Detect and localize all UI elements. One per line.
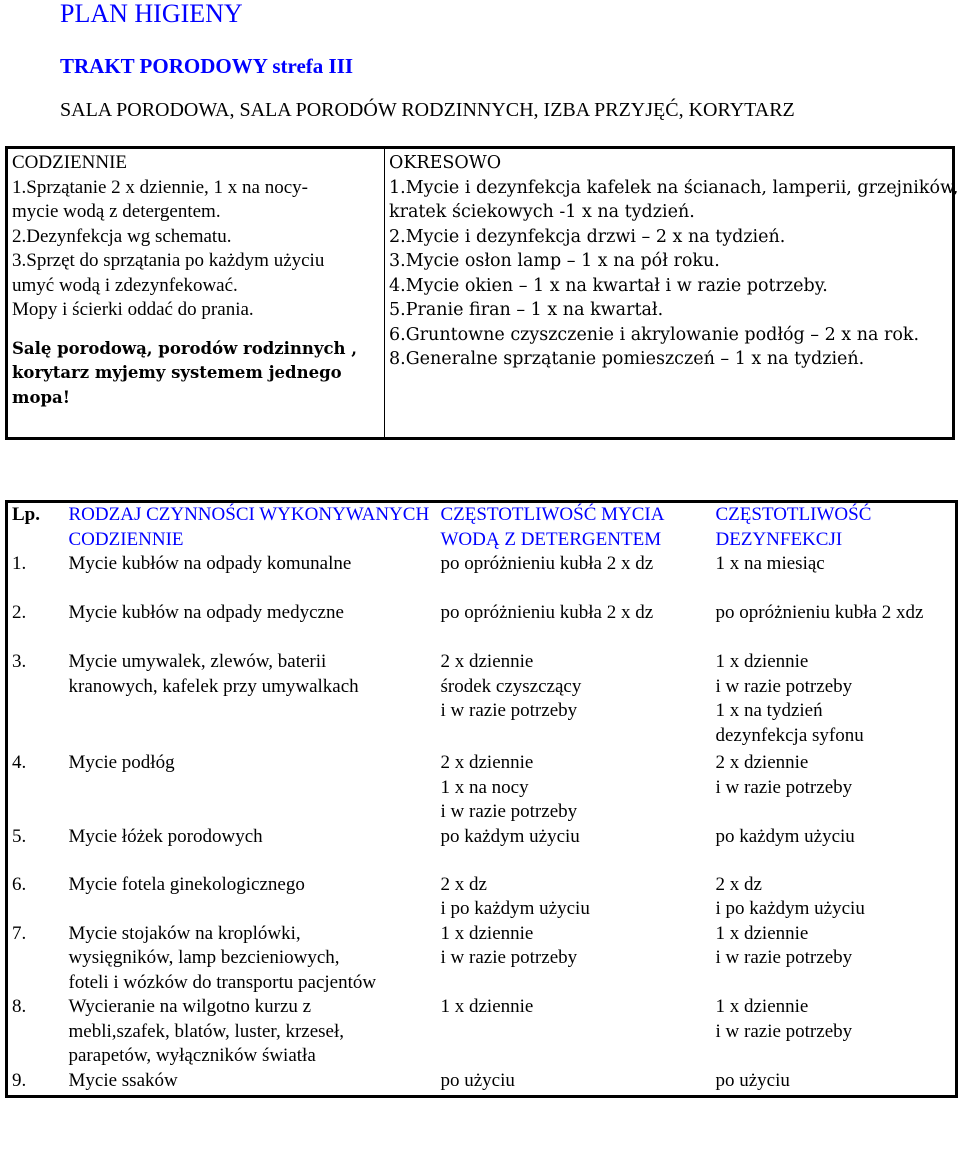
cell-text: środek czyszczący xyxy=(440,675,582,697)
cell-text: 2 x dziennie xyxy=(715,752,809,773)
disinfection-cell xyxy=(712,825,957,873)
table-row xyxy=(7,552,957,601)
periodic-line: 3.Mycie osłon lamp – 1 x na pół roku. xyxy=(389,251,720,271)
cell-text: 8. xyxy=(12,996,27,1017)
table-row xyxy=(7,825,957,873)
cell-text: i w razie potrzeby xyxy=(440,700,578,721)
cell-text: 1 x dziennie xyxy=(440,996,534,1017)
activity-cell xyxy=(65,873,437,922)
periodic-line: 2.Mycie i dezynfekcja drzwi – 2 x na tydzień. xyxy=(389,226,786,247)
activity-cell xyxy=(65,995,437,1069)
cell-text: Wycieranie na wilgotno kurzu z xyxy=(68,996,312,1017)
cell-text: Mycie stojaków na kroplówki, xyxy=(68,922,301,944)
cell-text: 2 x dziennie xyxy=(440,752,534,773)
cell-text: Mycie łóżek porodowych xyxy=(68,825,263,847)
cell-text: i w razie potrzeby xyxy=(440,947,578,968)
lp-cell xyxy=(7,873,65,922)
disinfection-cell xyxy=(712,601,957,650)
cell-text: parapetów, wyłączników światła xyxy=(68,1045,316,1066)
cell-text: foteli i wózków do transportu pacjentów xyxy=(68,971,377,993)
cell-text: Mycie kubłów na odpady komunalne xyxy=(68,553,352,574)
periodic-line: kratek ściekowych -1 x na tydzień. xyxy=(389,202,695,222)
header-lp: Lp. xyxy=(7,502,65,553)
daily-line: umyć wodą i zdezynfekować. xyxy=(12,274,238,296)
activity-cell xyxy=(65,751,437,825)
disinfection-cell xyxy=(712,552,957,601)
cell-text: 1 x na tydzień xyxy=(715,700,823,721)
cell-text: i po każdym użyciu xyxy=(715,898,865,919)
activity-cell xyxy=(65,922,437,996)
activity-cell xyxy=(65,650,437,751)
cell-text: 5. xyxy=(12,825,27,847)
cell-text: po opróżnieniu kubła 2 xdz xyxy=(715,602,924,623)
periodic-line: 6.Gruntowne czyszczenie i akrylowanie podłóg – 2 x na rok. xyxy=(389,324,920,345)
cell-text: i w razie potrzeby xyxy=(440,801,578,822)
cell-text: kranowych, kafelek przy umywalkach xyxy=(68,675,359,697)
lp-cell xyxy=(7,552,65,601)
disinfection-cell xyxy=(712,873,957,922)
cell-text: po opróżnieniu kubła 2 x dz xyxy=(440,553,654,574)
periodic-line: 4.Mycie okien – 1 x na kwartał i w razie potrzeby. xyxy=(389,275,828,296)
cell-text: 7. xyxy=(12,922,27,944)
table-row xyxy=(7,1069,957,1097)
cell-text: i w razie potrzeby xyxy=(715,1020,853,1042)
washing-cell xyxy=(437,995,712,1069)
periodic-heading: OKRESOWO xyxy=(389,153,502,173)
daily-section xyxy=(12,151,378,410)
cell-text: 1 x dziennie xyxy=(715,922,809,944)
cell-text: po każdym użyciu xyxy=(440,825,580,847)
daily-line: 3.Sprzęt do sprzątania po każdym użyciu xyxy=(12,250,325,271)
daily-line: 1.Sprzątanie 2 x dziennie, 1 x na nocy- xyxy=(12,176,308,198)
table-row xyxy=(7,995,957,1069)
cell-text: 1 x dziennie xyxy=(715,651,809,672)
lp-cell xyxy=(7,601,65,650)
washing-cell xyxy=(437,1069,712,1097)
cell-text: 1. xyxy=(12,553,27,574)
cell-text: 3. xyxy=(12,651,27,672)
cell-text: 4. xyxy=(12,752,27,773)
daily-line: Mopy i ścierki oddać do prania. xyxy=(12,299,254,320)
cell-text: Mycie fotela ginekologicznego xyxy=(68,873,305,895)
box-divider xyxy=(384,149,385,437)
periodic-line: 8.Generalne sprzątanie pomieszczeń – 1 x na tydzień. xyxy=(389,349,865,369)
lp-cell xyxy=(7,1069,65,1097)
schedule-box xyxy=(5,146,959,440)
washing-cell xyxy=(437,922,712,996)
page-subtitle: TRAKT PORODOWY strefa III xyxy=(60,54,354,78)
daily-note: mopa! xyxy=(12,387,70,407)
cell-text: po użyciu xyxy=(715,1069,790,1091)
cell-text: dezynfekcja syfonu xyxy=(715,724,864,746)
daily-heading: CODZIENNIE xyxy=(12,152,128,173)
location-heading: SALA PORODOWA, SALA PORODÓW RODZINNYCH, IZBA PRZYJĘĆ, KORYTARZ xyxy=(60,99,795,121)
cell-text: 9. xyxy=(12,1069,27,1091)
cell-text: 1 x dziennie xyxy=(440,922,534,944)
cell-text: Mycie umywalek, zlewów, baterii xyxy=(68,651,327,672)
daily-note: Salę porodową, porodów rodzinnych , xyxy=(12,338,358,358)
washing-cell xyxy=(437,751,712,825)
periodic-section xyxy=(389,151,959,372)
cell-text: i w razie potrzeby xyxy=(715,776,853,798)
disinfection-cell xyxy=(712,1069,957,1097)
cell-text: 2 x dz xyxy=(715,873,762,895)
page-title: PLAN HIGIENY xyxy=(60,0,243,28)
washing-cell xyxy=(437,552,712,601)
table-row xyxy=(7,922,957,996)
washing-cell xyxy=(437,601,712,650)
cell-text: 1 x na miesiąc xyxy=(715,553,825,574)
table-header-row xyxy=(7,502,957,553)
disinfection-cell xyxy=(712,751,957,825)
cell-text: 2. xyxy=(12,602,27,623)
periodic-line: 1.Mycie i dezynfekcja kafelek na ścianach, lamperii, grzejników, xyxy=(389,177,959,198)
cell-text: po opróżnieniu kubła 2 x dz xyxy=(440,602,654,623)
disinfection-cell xyxy=(712,650,957,751)
disinfection-cell xyxy=(712,995,957,1069)
header-activity: RODZAJ CZYNNOŚCI WYKONYWANYCH CODZIENNIE xyxy=(65,502,437,553)
cell-text: Mycie ssaków xyxy=(68,1069,178,1091)
cell-text: Mycie kubłów na odpady medyczne xyxy=(68,602,344,623)
lp-cell xyxy=(7,825,65,873)
cell-text: 2 x dz xyxy=(440,873,487,895)
cell-text: 2 x dziennie xyxy=(440,651,534,672)
lp-cell xyxy=(7,751,65,825)
cell-text: po użyciu xyxy=(440,1069,515,1091)
cell-text: i w razie potrzeby xyxy=(715,675,853,697)
washing-cell xyxy=(437,650,712,751)
daily-line: mycie wodą z detergentem. xyxy=(12,201,221,222)
table-row xyxy=(7,650,957,751)
cell-text: wysięgników, lamp bezcieniowych, xyxy=(68,947,340,968)
table-row xyxy=(7,873,957,922)
cell-text: 6. xyxy=(12,873,27,895)
lp-cell xyxy=(7,650,65,751)
washing-cell xyxy=(437,825,712,873)
cell-text: po każdym użyciu xyxy=(715,825,855,847)
cell-text: mebli,szafek, blatów, luster, krzeseł, xyxy=(68,1020,345,1042)
activity-cell xyxy=(65,552,437,601)
activity-cell xyxy=(65,1069,437,1097)
cell-text: Mycie podłóg xyxy=(68,752,175,773)
daily-note: korytarz myjemy systemem jednego xyxy=(12,363,342,382)
disinfection-cell xyxy=(712,922,957,996)
cell-text: i w razie potrzeby xyxy=(715,947,853,968)
activity-cell xyxy=(65,601,437,650)
cell-text: 1 x dziennie xyxy=(715,996,809,1017)
lp-cell xyxy=(7,922,65,996)
hygiene-table xyxy=(5,500,958,1098)
header-disinfection: CZĘSTOTLIWOŚĆ DEZYNFEKCJI xyxy=(712,502,957,553)
table-row xyxy=(7,751,957,825)
daily-line: 2.Dezynfekcja wg schematu. xyxy=(12,225,232,247)
washing-cell xyxy=(437,873,712,922)
periodic-line: 5.Pranie firan – 1 x na kwartał. xyxy=(389,300,664,320)
lp-cell xyxy=(7,995,65,1069)
cell-text: i po każdym użyciu xyxy=(440,898,590,919)
table-row xyxy=(7,601,957,650)
cell-text: 1 x na nocy xyxy=(440,776,529,798)
header-washing: CZĘSTOTLIWOŚĆ MYCIA WODĄ Z DETERGENTEM xyxy=(437,502,712,553)
activity-cell xyxy=(65,825,437,873)
